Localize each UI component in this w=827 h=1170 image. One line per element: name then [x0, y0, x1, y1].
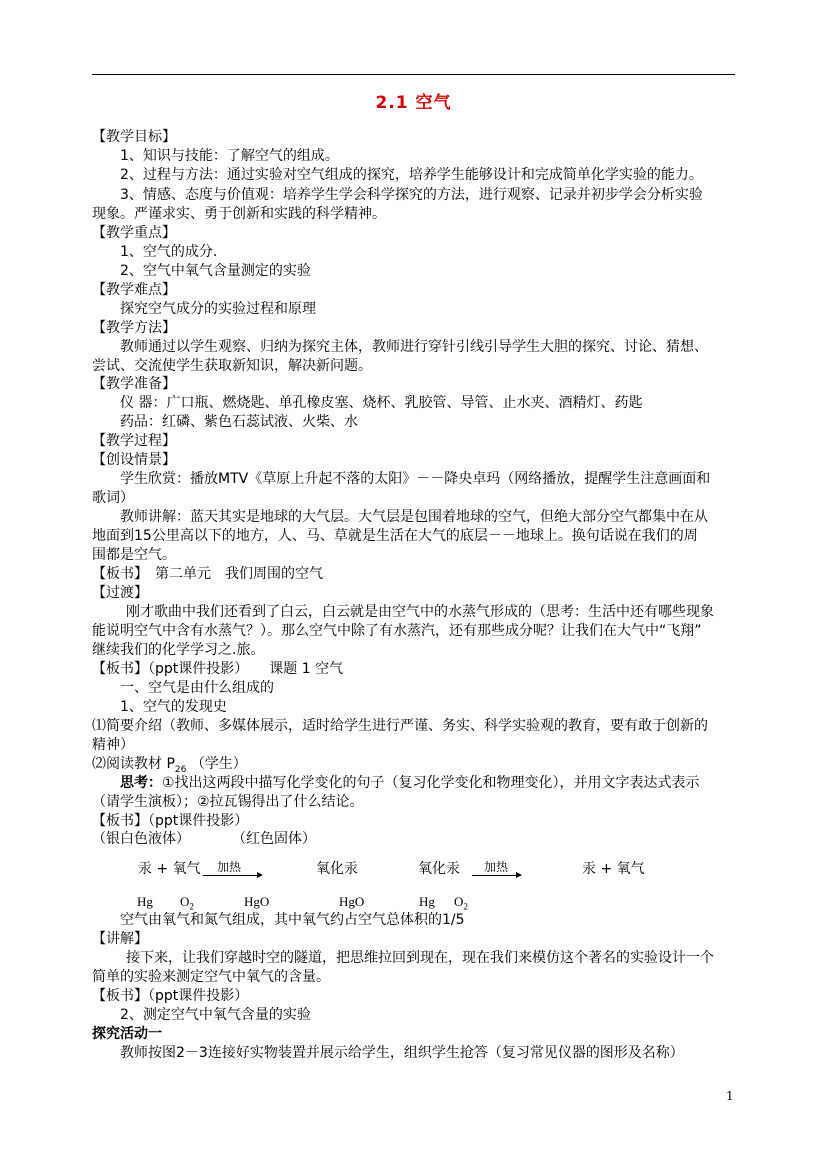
- text-line: 空气由氧气和氮气组成，其中氧气约占空气总体积的1/5: [120, 912, 465, 928]
- equation-condition: 加热: [217, 860, 242, 874]
- text-line: 能说明空气中含有水蒸气？）。那么空气中除了有水蒸汽，还有那些成分呢？让我们在大气中“飞翔”: [92, 623, 702, 639]
- reaction-arrow-icon: [472, 875, 520, 876]
- board-heading: 【板书】（ppt课件投影）: [92, 813, 249, 829]
- text-line: 2、空气中氧气含量测定的实验: [120, 263, 311, 279]
- text-line: 1、空气的成分.: [120, 244, 218, 260]
- text-line: 精神）: [92, 737, 134, 753]
- section-heading: 【教学重点】: [92, 225, 176, 241]
- text-line: 教师通过以学生观察、归纳为探究主体，教师进行穿针引线引导学生大胆的探究、讨论、猜想、: [120, 339, 708, 355]
- page-number: 1: [726, 1089, 734, 1103]
- section-heading: 【讲解】: [92, 931, 148, 947]
- text-line: 刚才歌曲中我们还看到了白云，白云就是由空气中的水蒸气形成的（思考：生活中还有哪些现象: [126, 604, 714, 620]
- text-line: 思考：①找出这两段中描写化学变化的句子（复习化学变化和物理变化），并用文字表达式表示: [120, 775, 700, 791]
- subsection-heading: 一、空气是由什么组成的: [120, 680, 274, 696]
- header-rule: [92, 74, 735, 75]
- text-line: 2、过程与方法：通过实验对空气组成的探究，培养学生能够设计和完成简单化学实验的能力。: [120, 167, 703, 183]
- text-line: （银白色液体） （红色固体）: [92, 831, 316, 847]
- equation-reactant: 氧化汞: [418, 861, 460, 877]
- section-heading: 【教学方法】: [92, 320, 176, 336]
- text-line: ⑵阅读教材 $P_{26}$ （学生）: [92, 756, 247, 775]
- text-line: 简单的实验来测定空气中氧气的含量。: [92, 969, 330, 985]
- text-line: 仪 器：广口瓶、燃烧匙、单孔橡皮塞、烧杯、乳胶管、导管、止水夹、酒精灯、药匙: [120, 395, 643, 411]
- formula: Hg: [419, 894, 435, 909]
- section-heading: 【创设情景】: [92, 452, 176, 468]
- text-line: 药品：红磷、紫色石蕊试液、火柴、水: [120, 414, 358, 430]
- formula: $O_2$: [454, 894, 468, 912]
- document-title: 2.1 空气: [375, 93, 452, 113]
- activity-heading: 探究活动一: [92, 1026, 162, 1042]
- formula: $O_2$: [180, 894, 194, 912]
- equation-product: 汞 + 氧气: [582, 861, 645, 877]
- text-line: 教师讲解：蓝天其实是地球的大气层。大气层是包围着地球的空气，但绝大部分空气都集中在从: [120, 509, 708, 525]
- section-heading: 【教学过程】: [92, 433, 176, 449]
- text-line: 歌词）: [92, 490, 134, 506]
- text-line: 探究空气成分的实验过程和原理: [120, 301, 316, 317]
- text-line: ⑴简要介绍（教师、多媒体展示，适时给学生进行严谨、务实、科学实验观的教育，要有敢于创新的: [92, 718, 708, 734]
- text-line: 尝试、交流使学生获取新知识，解决新问题。: [92, 358, 372, 374]
- text-line: 3、情感、态度与价值观：培养学生学会科学探究的方法，进行观察、记录并初步学会分析实验: [120, 187, 703, 203]
- board-heading: 【板书】（ppt课件投影） 课题 1 空气: [92, 661, 344, 677]
- formula: Hg: [137, 894, 153, 909]
- text-line: （请学生演板）；②拉瓦锡得出了什么结论。: [92, 794, 364, 810]
- text-line: 1、知识与技能：了解空气的组成。: [120, 148, 339, 164]
- section-heading: 【教学目标】: [92, 129, 176, 145]
- text-line: 继续我们的化学学习之.旅。: [92, 642, 265, 658]
- text-line: 2、测定空气中氧气含量的实验: [120, 1007, 311, 1023]
- section-heading: 【教学难点】: [92, 282, 176, 298]
- section-heading: 【教学准备】: [92, 376, 176, 392]
- board-heading: 【板书】 第二单元 我们周围的空气: [92, 566, 323, 582]
- board-heading: 【板书】（ppt课件投影）: [92, 988, 249, 1004]
- text-line: 现象。严谨求实、勇于创新和实践的科学精神。: [92, 206, 386, 222]
- equation-product: 氧化汞: [316, 861, 358, 877]
- formula: HgO: [339, 894, 365, 909]
- equation-condition: 加热: [484, 860, 509, 874]
- reaction-arrow-icon: [203, 875, 261, 876]
- text-line: 1、空气的发现史: [120, 699, 227, 715]
- text-line: 地面到15公里高以下的地方，人、马、草就是生活在大气的底层－－地球上。换句话说在我们的周: [92, 528, 698, 544]
- section-heading: 【过渡】: [92, 585, 148, 601]
- text-line: 接下来，让我们穿越时空的隧道，把思维拉回到现在，现在我们来模仿这个著名的实验设计一个: [126, 950, 714, 966]
- equation-reactant: 汞 + 氧气: [138, 861, 201, 877]
- formula: HgO: [244, 894, 270, 909]
- text-line: 学生欣赏：播放MTV《草原上升起不落的太阳》－－降央卓玛（网络播放，提醒学生注意画面和: [120, 471, 711, 487]
- text-line: 围都是空气。: [92, 547, 176, 563]
- text-line: 教师按图2－3连接好实物装置并展示给学生，组织学生抢答（复习常见仪器的图形及名称）: [120, 1045, 684, 1061]
